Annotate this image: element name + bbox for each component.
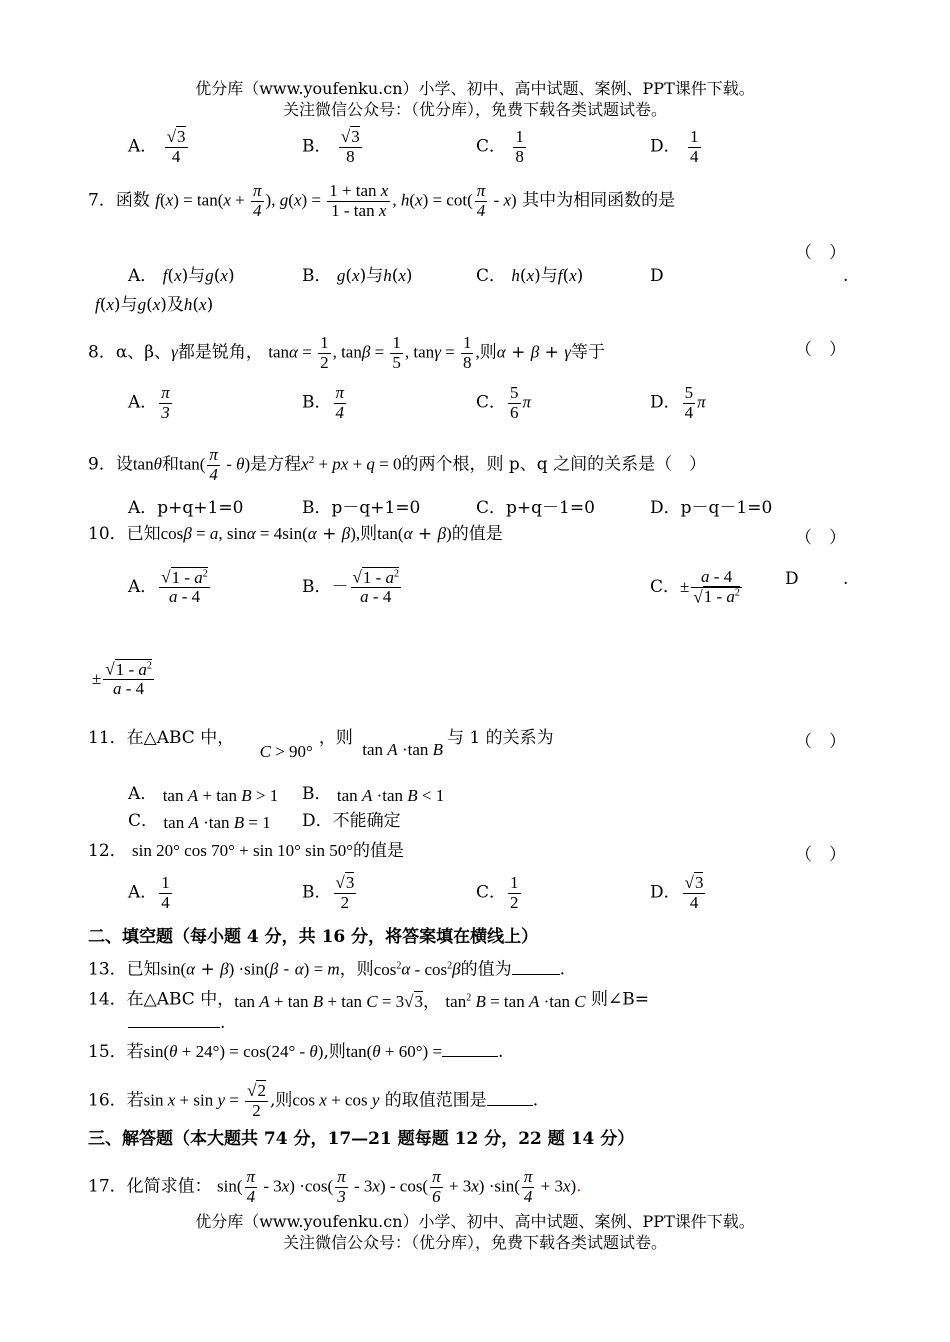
section-2-heading: 二、填空题（每小题 4 分，共 16 分，将答案填在横线上） — [88, 927, 539, 947]
q11-option-a: A． tan A + tan B > 1 — [128, 784, 279, 805]
q8-answer-paren: （ ） — [795, 340, 846, 360]
q6-option-b: B． $\frac{√3}{8}$ — [302, 127, 360, 166]
q11-option-c: C． tan A ·tan B = 1 — [128, 811, 271, 832]
footer-line-1: 优分库（www.youfenku.cn）小学、初中、高中试题、案例、PPT课件下载。 — [195, 1212, 755, 1231]
q16-answer-blank[interactable] — [487, 1105, 533, 1106]
q16-stem: 16．若sin x + sin y = $\frac{√2}{2}$ ,则cos x + cos y 的取值范围是 . — [88, 1081, 539, 1120]
q10-answer-paren: （ ） — [795, 528, 846, 548]
q13-answer-blank[interactable] — [512, 974, 560, 975]
q6-option-d: D． $\frac{1}{4}$ — [650, 127, 699, 166]
q9-option-d: D．p－q－1=0 — [650, 498, 773, 518]
q10-option-c: C．± $\frac{a - 4}{√1 - a^2}$ — [650, 567, 740, 607]
q13-stem: 13．已知sin(α + β) ·sin(β - α) = m，则$\cos^2\alpha - \cos^2\beta$的值为 . — [88, 959, 565, 980]
header-line-2: 关注微信公众号：（优分库），免费下载各类试题试卷。 — [282, 100, 667, 119]
q10-option-a: A． $\frac{√1 - a^2}{a - 4}$ — [128, 567, 208, 607]
q14-answer-line: . — [128, 1012, 225, 1034]
q7-option-c: C． h(x)与f(x) — [476, 266, 584, 286]
q10-option-b: B．－ $\frac{√1 - a^2}{a - 4}$ — [302, 567, 400, 607]
q6-option-a: A． $\frac{√3}{4}$ — [128, 127, 186, 166]
q7-option-d-dot: . — [843, 266, 849, 286]
header-line-1: 优分库（www.youfenku.cn）小学、初中、高中试题、案例、PPT课件下载。 — [195, 79, 755, 98]
q15-answer-blank[interactable] — [442, 1056, 498, 1057]
q10-option-d: ± $\frac{√1 - a^2}{a - 4}$ — [92, 659, 152, 699]
q11-option-b: B． tan A ·tan B < 1 — [302, 784, 445, 805]
q8-option-d: D． $\frac{5}{4}$ π — [650, 383, 706, 422]
q12-answer-paren: （ ） — [795, 845, 846, 865]
q10-stem: 10．已知cosβ = a, sinα = 4sin(α + β),则tan(α + β)的值是 — [88, 524, 503, 544]
q11-stem: 11．在△ABC 中， C > 90°，则 tan A ·tan B与 1 的关系为 — [88, 728, 554, 761]
q8-option-c: C． $\frac{5}{6}$ π — [476, 383, 532, 422]
q14-stem: 14．在△ABC 中，tan A + tan B + tan C = 3√3， $\tan^2 B = \tan A \cdot\tan$ C 则∠B= — [88, 989, 650, 1011]
q10-option-d-label: D — [785, 569, 799, 589]
q11-answer-paren: （ ） — [795, 732, 846, 752]
q7-option-d: f(x)与g(x)及h(x) — [95, 295, 214, 315]
q7-option-a: A． f(x)与g(x) — [128, 266, 235, 286]
q9-option-c: C．p+q－1=0 — [476, 498, 595, 518]
q15-stem: 15．若sin(θ + 24°) = cos(24° - θ),则tan(θ + 60°) = . — [88, 1042, 504, 1062]
q12-option-a: A． $\frac{1}{4}$ — [128, 873, 170, 912]
q12-option-b: B． $\frac{√3}{2}$ — [302, 873, 355, 912]
q8-stem: 8．α、β、γ都是锐角， tanα = $\frac{1}{2}$ , tanβ = $\frac{1}{5}$ , tanγ = $\frac{1}{8}$ ,则α + β + γ等于 — [88, 333, 605, 372]
q14-answer-blank[interactable] — [128, 1027, 220, 1028]
footer-line-2: 关注微信公众号：（优分库），免费下载各类试题试卷。 — [282, 1233, 667, 1252]
q6-option-c: C． $\frac{1}{8}$ — [476, 127, 524, 166]
q7-option-b: B． g(x)与h(x) — [302, 266, 413, 286]
q12-stem: 12． sin 20° cos 70° + sin 10° sin 50°的值是 — [88, 841, 405, 861]
q8-option-a: A． $\frac{\pi}{3}$ — [128, 383, 170, 422]
q7-answer-paren: （ ） — [795, 243, 846, 263]
q11-option-d: D．不能确定 — [302, 811, 401, 831]
q12-option-d: D． $\frac{√3}{4}$ — [650, 873, 704, 912]
section-3-heading: 三、解答题（本大题共 74 分，17—21 题每题 12 分，22 题 14 分） — [88, 1129, 635, 1149]
q9-option-b: B．p－q+1=0 — [302, 498, 421, 518]
q7-stem: 7．函数 f(x) = tan(x + $\frac{\pi}{4}$ ), g(x) = $\frac{\text{1 + tan x}}{\text{1 - tan x}}$ , h(x) = cot( $\frac{\pi}{4}$ - x) 其中为相同函数的是 — [88, 181, 676, 220]
q9-option-a: A．p+q+1=0 — [128, 498, 244, 518]
q10-option-d-dot: . — [843, 569, 849, 589]
q7-option-d-label: D — [650, 266, 664, 286]
q8-option-b: B． $\frac{\pi}{4}$ — [302, 383, 345, 422]
q9-stem: 9．设tanθ和tan( $\frac{\pi}{4}$ - θ)是方程$x^2$ + px + q = 0的两个根，则 p、q 之间的关系是（ ） — [88, 445, 707, 484]
q17-stem: 17．化简求值： sin( $\frac{\pi}{4}$ - 3x) ·cos( $\frac{\pi}{3}$ - 3x) - cos( $\frac{\pi}{6}$ + 3x) ·sin( $\frac{\pi}{4}$ + 3x). — [88, 1167, 582, 1206]
q12-option-c: C． $\frac{1}{2}$ — [476, 873, 519, 912]
